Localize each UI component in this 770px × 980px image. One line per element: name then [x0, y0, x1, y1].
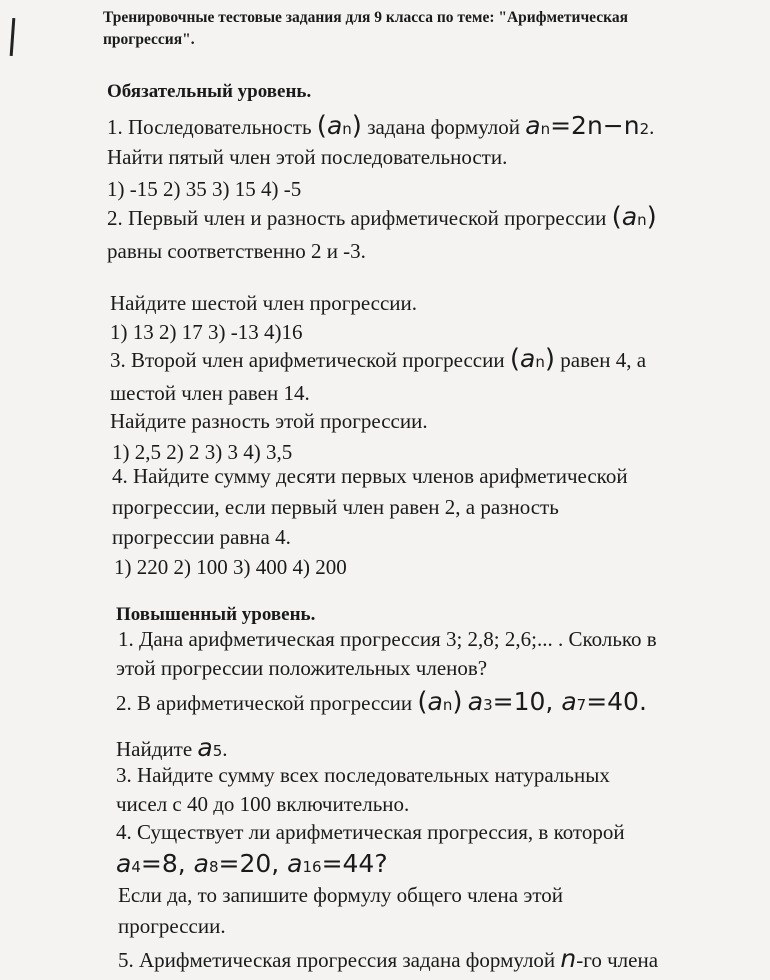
- adv-q2-seq-sub: n: [442, 696, 453, 714]
- q1-formula-sub: n: [540, 120, 551, 138]
- adv-q4-line-1: 4. Существует ли арифметическая прогрессия, в которой: [116, 820, 625, 844]
- q1-text-b: задана формулой: [361, 115, 526, 139]
- q4-line-3: прогрессии равна 4.: [112, 525, 291, 549]
- q3-text-a: 3. Второй член арифметической прогрессии: [110, 348, 510, 372]
- q1-formula-pow: 2: [639, 120, 650, 138]
- q3-seq-var: a: [520, 344, 536, 373]
- adv-q4-a8-val: =20,: [218, 849, 288, 878]
- q1-seq-var: a: [326, 111, 343, 140]
- adv-q4-a8-var: a: [193, 849, 209, 878]
- q2-seq-sub: n: [637, 211, 647, 229]
- q2-line-2: равны соответственно 2 и -3.: [107, 239, 366, 263]
- adv-q2-a3-val: =10,: [492, 687, 562, 716]
- adv-q4-a4-var: a: [116, 849, 132, 878]
- adv-q5-var: n: [560, 944, 577, 973]
- adv-q2-a7-val: =40.: [586, 687, 647, 716]
- adv-q4-line-3: Если да, то запишите формулу общего члена этой: [118, 883, 563, 907]
- adv-q4-line-4: прогрессии.: [118, 914, 226, 938]
- q1-options: 1) -15 2) 35 3) 15 4) -5: [107, 177, 302, 201]
- adv-q4-a16-var: a: [287, 849, 303, 878]
- adv-q2-a7-sub: 7: [576, 696, 587, 714]
- q2-options: 1) 13 2) 17 3) -13 4)16: [110, 320, 303, 344]
- q1-formula-end: .: [649, 115, 655, 139]
- q3-line-3: Найдите разность этой прогрессии.: [110, 409, 428, 433]
- adv-q5-line-1: [118, 944, 659, 973]
- paren-close: ): [452, 687, 463, 717]
- adv-q4-a8-sub: 8: [208, 858, 219, 876]
- adv-q2-text-a: 2. В арифметической прогрессии: [116, 691, 418, 715]
- adv-q3-line-2: чисел с 40 до 100 включительно.: [116, 792, 410, 816]
- q2-text-a: 2. Первый член и разность арифметической прогрессии: [107, 206, 612, 230]
- adv-q4-a16-val: =44?: [321, 849, 388, 878]
- q2-seq-var: a: [621, 202, 638, 231]
- adv-q2-line-2: [116, 733, 228, 763]
- adv-q2-a3-sub: 3: [483, 696, 493, 714]
- paren-open: (: [316, 111, 327, 141]
- q1-text-a: 1. Последовательность: [107, 115, 317, 139]
- adv-q2-line-1: [116, 687, 647, 717]
- paren-close: ): [646, 202, 657, 232]
- adv-q2-seq-var: a: [427, 687, 443, 716]
- q2-line-3: Найдите шестой член прогрессии.: [110, 291, 418, 315]
- q1-formula-eq: =2n−n: [550, 111, 640, 140]
- adv-q4-a16-sub: 16: [302, 858, 322, 876]
- adv-q5-text-a: 5. Арифметическая прогрессия задана формулой: [118, 948, 561, 972]
- adv-q3-line-1: 3. Найдите сумму всех последовательных натуральных: [116, 763, 610, 787]
- adv-q4-a4-val: =8,: [140, 849, 194, 878]
- q1-formula-var: a: [525, 111, 541, 140]
- adv-q2-line2-end: .: [222, 737, 228, 761]
- adv-q2-line2-text: Найдите: [116, 737, 198, 761]
- section-title-mandatory: Обязательный уровень.: [107, 81, 312, 102]
- pen-mark: [10, 18, 16, 56]
- adv-q1-line-2: этой прогрессии положительных членов?: [116, 656, 488, 680]
- q2-line-1: [107, 202, 657, 232]
- adv-q4-a4-sub: 4: [131, 858, 141, 876]
- q3-text-b: равен 4, а: [555, 348, 647, 372]
- adv-q5-text-b: -го члена: [576, 948, 659, 972]
- paren-close: ): [351, 111, 362, 141]
- adv-q1-line-1: 1. Дана арифметическая прогрессия 3; 2,8; 2,6;... . Сколько в: [118, 627, 657, 651]
- adv-q2-line2-var: a: [197, 733, 213, 762]
- q3-line-2: шестой член равен 14.: [110, 381, 310, 405]
- adv-q2-a3-var: a: [467, 687, 484, 716]
- paren-open: (: [611, 202, 622, 232]
- adv-q2-line2-sub: 5: [212, 742, 223, 760]
- header-line-1: Тренировочные тестовые задания для 9 класса по теме: "Арифметическая: [103, 9, 628, 26]
- q3-seq-sub: n: [535, 353, 545, 371]
- q4-options: 1) 220 2) 100 3) 400 4) 200: [114, 555, 347, 579]
- header-line-2: прогрессия".: [103, 31, 195, 48]
- adv-q4-line-2: [116, 849, 388, 879]
- q3-options: 1) 2,5 2) 2 3) 3 4) 3,5: [112, 440, 293, 464]
- paren-close: ): [544, 344, 556, 374]
- adv-q2-a7-var: a: [561, 687, 577, 716]
- q1-line-2: Найти пятый член этой последовательности.: [107, 145, 508, 169]
- q4-line-1: 4. Найдите сумму десяти первых членов арифметической: [112, 464, 628, 488]
- q1-line-1: [107, 111, 655, 141]
- section-title-advanced: Повышенный уровень.: [116, 604, 316, 625]
- q1-seq-sub: n: [342, 120, 352, 138]
- q3-line-1: [110, 344, 647, 374]
- paren-open: (: [417, 687, 428, 717]
- paren-open: (: [509, 344, 521, 374]
- q4-line-2: прогрессии, если первый член равен 2, а разность: [112, 495, 559, 519]
